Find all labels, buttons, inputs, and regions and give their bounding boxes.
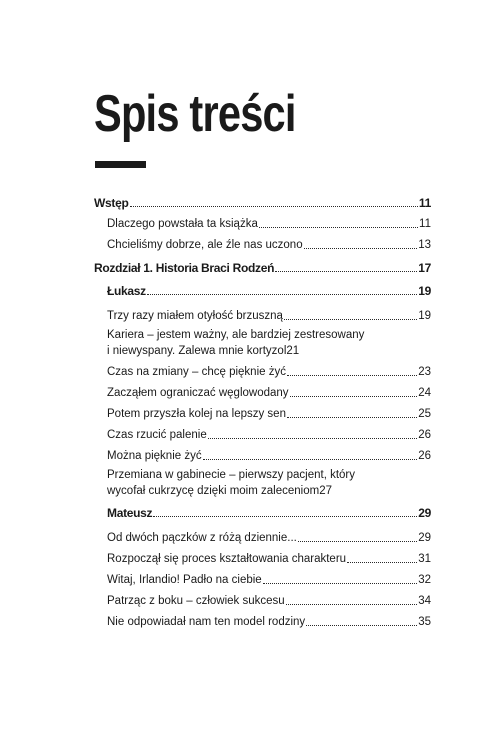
dot-leader <box>284 318 417 320</box>
toc-entry[interactable] <box>94 505 431 521</box>
toc-entry[interactable] <box>94 364 431 380</box>
toc-entry[interactable] <box>94 406 431 422</box>
toc-entry-label-continued: i niewyspany. Zalewa mnie kortyzol <box>107 345 287 357</box>
toc-entry-page: 34 <box>418 595 431 607</box>
toc-entry[interactable] <box>94 448 431 464</box>
toc-entry-label: Zacząłem ograniczać węglowodany <box>107 387 289 399</box>
toc-entry[interactable] <box>94 308 431 324</box>
toc-entry-label-continued: wycofał cukrzycę dzięki moim zaleceniom <box>107 485 320 497</box>
dot-leader <box>259 226 418 228</box>
toc-entry-label: Witaj, Irlandio! Padło na ciebie <box>107 574 262 586</box>
dot-leader <box>147 293 417 295</box>
toc-entry-label: Trzy razy miałem otyłość brzuszną <box>107 310 283 322</box>
toc-entry-label: Potem przyszła kolej na lepszy sen <box>107 408 286 420</box>
dot-leader <box>286 603 418 605</box>
toc-entry-label: Patrząc z boku – człowiek sukcesu <box>107 595 285 607</box>
toc-entry-page: 25 <box>418 408 431 420</box>
toc-entry-page: 29 <box>418 506 431 520</box>
dot-leader <box>298 540 417 542</box>
toc-entry[interactable] <box>94 195 431 211</box>
dot-leader <box>208 437 417 439</box>
table-of-contents <box>94 195 431 630</box>
toc-entry-page: 26 <box>418 450 431 462</box>
toc-entry[interactable] <box>94 216 431 232</box>
toc-entry-page: 11 <box>418 196 431 210</box>
page-title: Spis treści <box>94 85 296 143</box>
dot-leader <box>306 624 417 626</box>
toc-entry-label: Można pięknie żyć <box>107 450 202 462</box>
dot-leader <box>130 205 418 207</box>
dot-leader <box>304 247 418 249</box>
toc-entry-page: 23 <box>418 366 431 378</box>
toc-entry-page: 19 <box>418 310 431 322</box>
toc-entry[interactable] <box>94 572 431 588</box>
toc-entry-label: Przemiana w gabinecie – pierwszy pacjent, który <box>107 469 356 481</box>
toc-entry-page: 21 <box>286 345 300 357</box>
toc-entry[interactable] <box>94 385 431 401</box>
toc-entry-label: Łukasz <box>107 284 146 298</box>
toc-entry[interactable] <box>94 614 431 630</box>
toc-entry-page: 13 <box>418 239 431 251</box>
dot-leader <box>153 515 417 517</box>
toc-entry-label: Czas rzucić palenie <box>107 429 207 441</box>
toc-entry-label: Wstęp <box>94 196 129 210</box>
toc-entry-page: 27 <box>319 485 332 497</box>
dot-leader <box>290 395 418 397</box>
toc-entry[interactable] <box>94 283 431 299</box>
dot-leader <box>203 458 418 460</box>
toc-entry-label: Od dwóch pączków z różą dziennie... <box>107 532 297 544</box>
toc-entry[interactable] <box>94 530 431 546</box>
title-underline <box>95 161 146 168</box>
toc-entry-page: 35 <box>418 616 431 628</box>
toc-entry[interactable] <box>94 327 431 359</box>
dot-leader <box>275 270 417 272</box>
toc-entry[interactable] <box>94 427 431 443</box>
toc-entry-label: Kariera – jestem ważny, ale bardziej zestresowany <box>107 329 365 341</box>
toc-entry-page: 29 <box>418 532 431 544</box>
toc-entry[interactable] <box>94 593 431 609</box>
toc-entry-label: Rozdział 1. Historia Braci Rodzeń <box>94 261 275 275</box>
toc-entry-label: Czas na zmiany – chcę pięknie żyć <box>107 366 286 378</box>
toc-entry-page: 26 <box>418 429 431 441</box>
dot-leader <box>287 416 417 418</box>
toc-entry-label: Nie odpowiadał nam ten model rodziny <box>107 616 306 628</box>
dot-leader <box>263 582 418 584</box>
toc-entry-page: 17 <box>418 261 431 275</box>
toc-entry-page: 31 <box>418 553 431 565</box>
toc-entry[interactable] <box>94 260 431 276</box>
toc-entry-label: Chcieliśmy dobrze, ale źle nas uczono <box>107 239 303 251</box>
toc-entry-label: Dlaczego powstała ta książka <box>107 218 258 230</box>
toc-entry[interactable] <box>94 551 431 567</box>
toc-entry-page: 11 <box>419 218 431 230</box>
toc-entry-page: 19 <box>418 284 431 298</box>
toc-entry-label: Rozpoczął się proces kształtowania charakteru <box>107 553 347 565</box>
toc-entry[interactable] <box>94 237 431 253</box>
dot-leader <box>287 374 417 376</box>
toc-entry-label: Mateusz <box>107 506 153 520</box>
toc-entry-page: 24 <box>418 387 431 399</box>
dot-leader <box>347 561 417 563</box>
toc-entry-page: 32 <box>418 574 431 586</box>
toc-entry[interactable] <box>94 467 431 499</box>
